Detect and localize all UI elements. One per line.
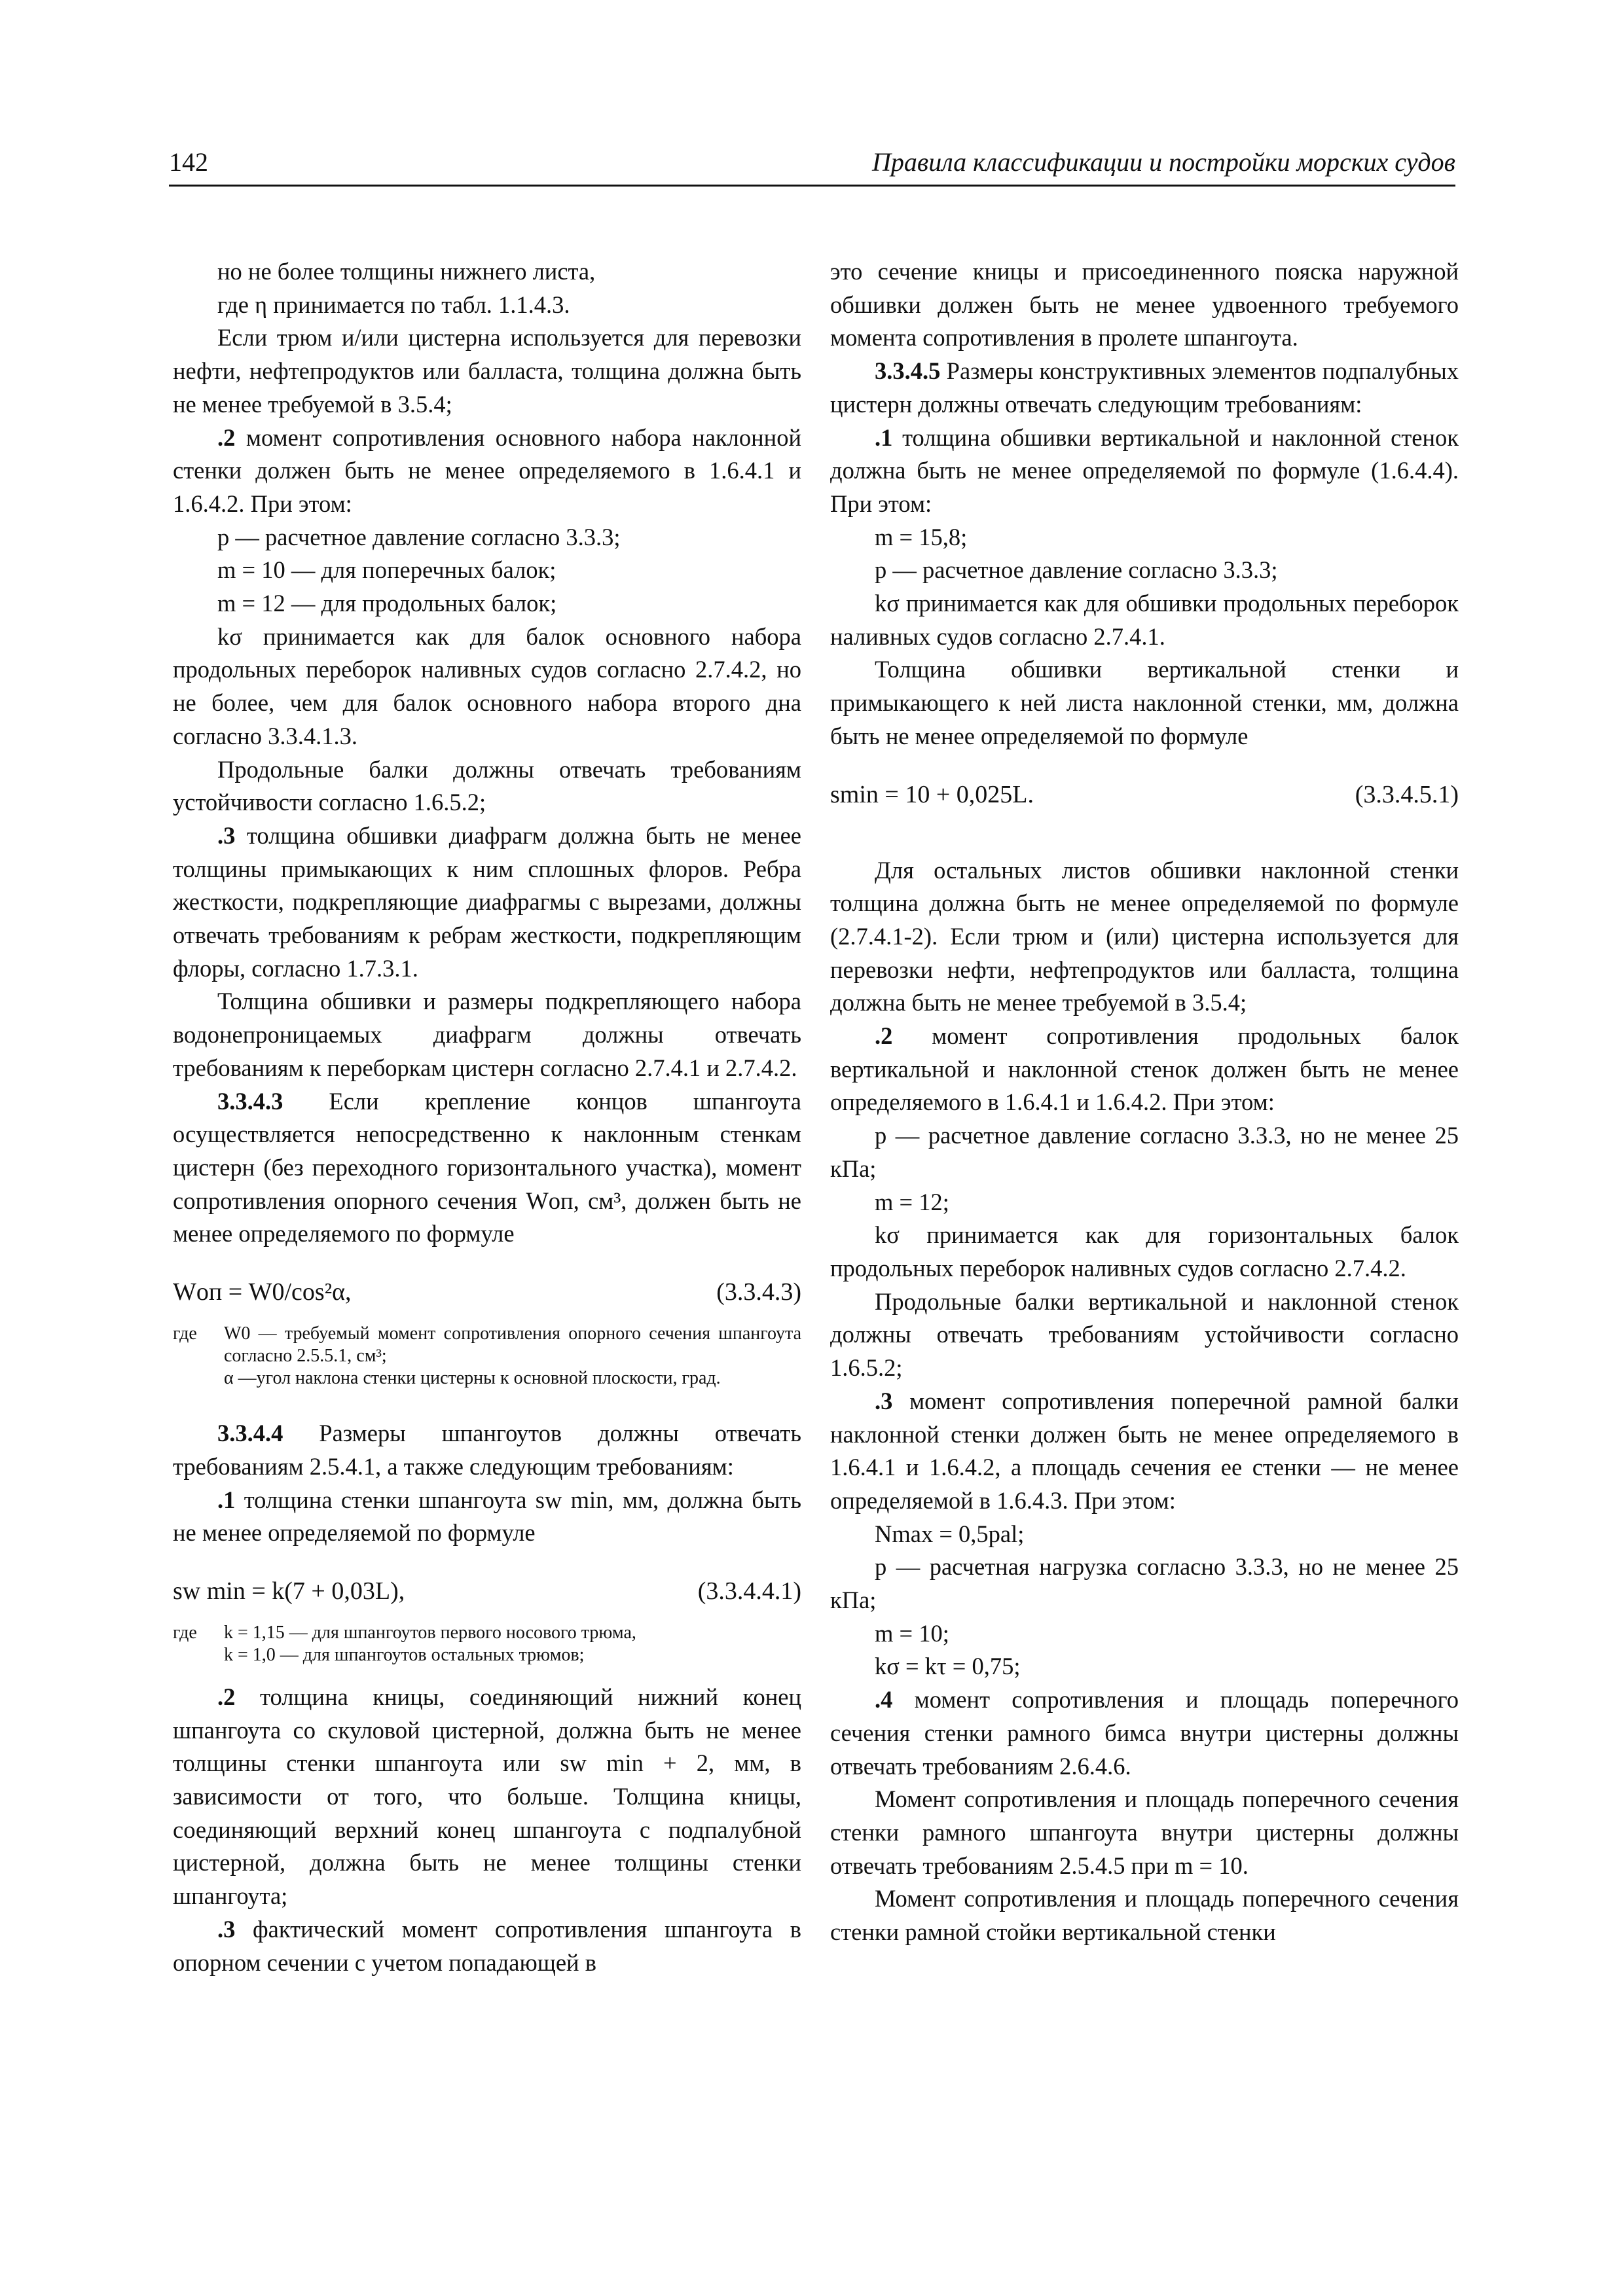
paragraph: .3 момент сопротивления поперечной рамной балки наклонной стенки должен быть не менее определяемого в 1.6.4.1 и 1.6.4.2, а площадь сечения ее стенки — не менее определяемой в 1.6.4.3. При этом:	[830, 1387, 1459, 1514]
paragraph: .4 момент сопротивления и площадь поперечного сечения стенки рамного бимса внутри цистерны должны отвечать требованиям 2.6.4.6.	[830, 1686, 1459, 1780]
clause-number: .3	[217, 821, 236, 849]
page-number: 142	[169, 147, 208, 177]
paragraph: p — расчетное давление согласно 3.3.3;	[875, 556, 1278, 584]
clause-number: .1	[217, 1486, 236, 1513]
paragraph: .1 толщина стенки шпангоута sw min, мм, должна быть не менее определяемой по формуле	[173, 1486, 801, 1547]
paragraph: m = 15,8;	[875, 523, 968, 550]
paragraph: 3.3.4.3 Если крепление концов шпангоута осуществляется непосредственно к наклонным стенкам цистерн (без переходного горизонтального участка), момент сопротивления опорного сечения Wоп, см³, должен быть не менее определяемого по формуле	[173, 1087, 801, 1247]
legend-lead: где	[173, 1323, 197, 1344]
paragraph: Момент сопротивления и площадь поперечного сечения стенки рамного шпангоута внутри цистерны должны отвечать требованиям 2.5.4.5 при m = 10.	[830, 1785, 1459, 1879]
paragraph: p — расчетное давление согласно 3.3.3, но не менее 25 кПа;	[830, 1122, 1459, 1182]
paragraph: m = 12 — для продольных балок;	[217, 590, 557, 617]
paragraph: Толщина обшивки и размеры подкрепляющего набора водонепроницаемых диафрагм должны отвечать требованиям к переборкам цистерн согласно 2.7.4.1 и 2.7.4.2.	[173, 988, 801, 1081]
paragraph: это сечение кницы и присоединенного пояска наружной обшивки должен быть не менее удвоенного требуемого момента сопротивления в пролете шпангоута.	[830, 258, 1459, 351]
legend-item: W0 — требуемый момент сопротивления опорного сечения шпангоута согласно 2.5.5.1, см³;	[224, 1323, 801, 1367]
paragraph: m = 10 — для поперечных балок;	[217, 556, 556, 584]
paragraph: Nmax = 0,5pal;	[875, 1520, 1025, 1547]
legend-item: k = 1,15 — для шпангоутов первого носового трюма,	[224, 1622, 636, 1643]
formula-expression: sw min = k(7 + 0,03L),	[173, 1577, 405, 1605]
section-number: 3.3.4.5	[875, 357, 941, 385]
running-title: Правила классификации и постройки морских судов	[871, 147, 1455, 177]
paragraph: .3 фактический момент сопротивления шпангоута в опорном сечении с учетом попадающей в	[173, 1915, 801, 1976]
paragraph: Продольные балки должны отвечать требованиям устойчивости согласно 1.6.5.2;	[173, 755, 801, 816]
legend-item: k = 1,0 — для шпангоутов остальных трюмов;	[224, 1644, 585, 1665]
paragraph: Толщина обшивки вертикальной стенки и примыкающего к ней листа наклонной стенки, мм, должна быть не менее определяемой по формуле	[830, 656, 1459, 749]
paragraph: Если трюм и/или цистерна используется для перевозки нефти, нефтепродуктов или балласта, толщина должна быть не менее требуемой в 3.5.4;	[173, 324, 801, 418]
paragraph: kσ принимается как для горизонтальных балок продольных переборок наливных судов согласно 2.7.4.2.	[830, 1221, 1459, 1282]
paragraph: kσ принимается как для балок основного набора продольных переборок наливных судов согласно 2.7.4.2, но не более, чем для балок основного набора второго дна согласно 3.3.4.1.3.	[173, 622, 801, 749]
formula-number: (3.3.4.5.1)	[1355, 780, 1459, 808]
clause-number: .4	[875, 1686, 893, 1713]
paragraph: 3.3.4.4 Размеры шпангоутов должны отвечать требованиям 2.5.4.1, а также следующим требованиям:	[173, 1420, 801, 1480]
formula-legend	[173, 1622, 801, 1666]
formula	[830, 772, 1459, 819]
formula-legend	[173, 1323, 801, 1390]
right-column	[830, 255, 1459, 1949]
clause-number: .1	[875, 423, 893, 451]
clause-number: .2	[875, 1022, 893, 1050]
clause-number: .3	[217, 1915, 236, 1943]
section-number: 3.3.4.4	[217, 1420, 283, 1447]
paragraph: kσ = kτ = 0,75;	[875, 1653, 1021, 1680]
clause-number: .2	[217, 423, 236, 451]
clause-number: .2	[217, 1683, 236, 1710]
page-header	[169, 143, 1455, 187]
paragraph: .2 момент сопротивления основного набора наклонной стенки должен быть не менее определяемого в 1.6.4.1 и 1.6.4.2. При этом:	[173, 423, 801, 517]
paragraph: .3 толщина обшивки диафрагм должна быть не менее толщины примыкающих к ним сплошных флоров. Ребра жесткости, подкрепляющие диафрагмы с вырезами, должны отвечать требованиям к ребрам жесткости, подкрепляющим флоры, согласно 1.7.3.1.	[173, 821, 801, 982]
paragraph: p — расчетное давление согласно 3.3.3;	[217, 523, 621, 550]
paragraph: Для остальных листов обшивки наклонной стенки толщина должна быть не менее определяемой по формуле (2.7.4.1-2). Если трюм и (или) цистерна используется для перевозки нефти, нефтепродуктов или балласта, толщина должна быть не менее требуемой в 3.5.4;	[830, 856, 1459, 1016]
paragraph: но не более толщины нижнего листа,	[217, 258, 596, 285]
formula-number: (3.3.4.4.1)	[697, 1577, 801, 1605]
paragraph: 3.3.4.5 Размеры конструктивных элементов подпалубных цистерн должны отвечать следующим требованиям:	[830, 357, 1459, 418]
legend-item: α —угол наклона стенки цистерны к основной плоскости, град.	[224, 1368, 721, 1389]
paragraph: .2 момент сопротивления продольных балок вертикальной и наклонной стенок должен быть не менее определяемого в 1.6.4.1 и 1.6.4.2. При этом:	[830, 1022, 1459, 1116]
formula	[173, 1269, 801, 1316]
paragraph: .1 толщина обшивки вертикальной и наклонной стенок должна быть не менее определяемой по формуле (1.6.4.4). При этом:	[830, 423, 1459, 517]
formula-number: (3.3.4.3)	[716, 1278, 801, 1306]
section-number: 3.3.4.3	[217, 1087, 283, 1115]
clause-number: .3	[875, 1387, 893, 1414]
paragraph: Продольные балки вертикальной и наклонной стенок должны отвечать требованиям устойчивости согласно 1.6.5.2;	[830, 1287, 1459, 1382]
paragraph: m = 10;	[875, 1619, 949, 1647]
formula-expression: Wоп = W0/cos²α,	[173, 1278, 352, 1306]
paragraph: p — расчетная нагрузка согласно 3.3.3, но не менее 25 кПа;	[830, 1553, 1459, 1614]
formula-expression: smin = 10 + 0,025L.	[830, 780, 1034, 808]
paragraph: kσ принимается как для обшивки продольных переборок наливных судов согласно 2.7.4.1.	[830, 590, 1459, 650]
paragraph: m = 12;	[875, 1188, 949, 1215]
paragraph: где η принимается по табл. 1.1.4.3.	[217, 291, 570, 318]
left-column	[173, 255, 801, 1979]
paragraph: .2 толщина кницы, соединяющий нижний конец шпангоута со скуловой цистерной, должна быть не менее толщины стенки шпангоута или sw min + 2, мм, в зависимости от того, что больше. Толщина кницы, соединяющий верхний конец шпангоута с подпалубной цистерной, должна быть не менее толщины стенки шпангоута;	[173, 1683, 801, 1910]
legend-lead: где	[173, 1622, 197, 1643]
formula	[173, 1568, 801, 1615]
paragraph: Момент сопротивления и площадь поперечного сечения стенки рамной стойки вертикальной стенки	[830, 1885, 1459, 1946]
